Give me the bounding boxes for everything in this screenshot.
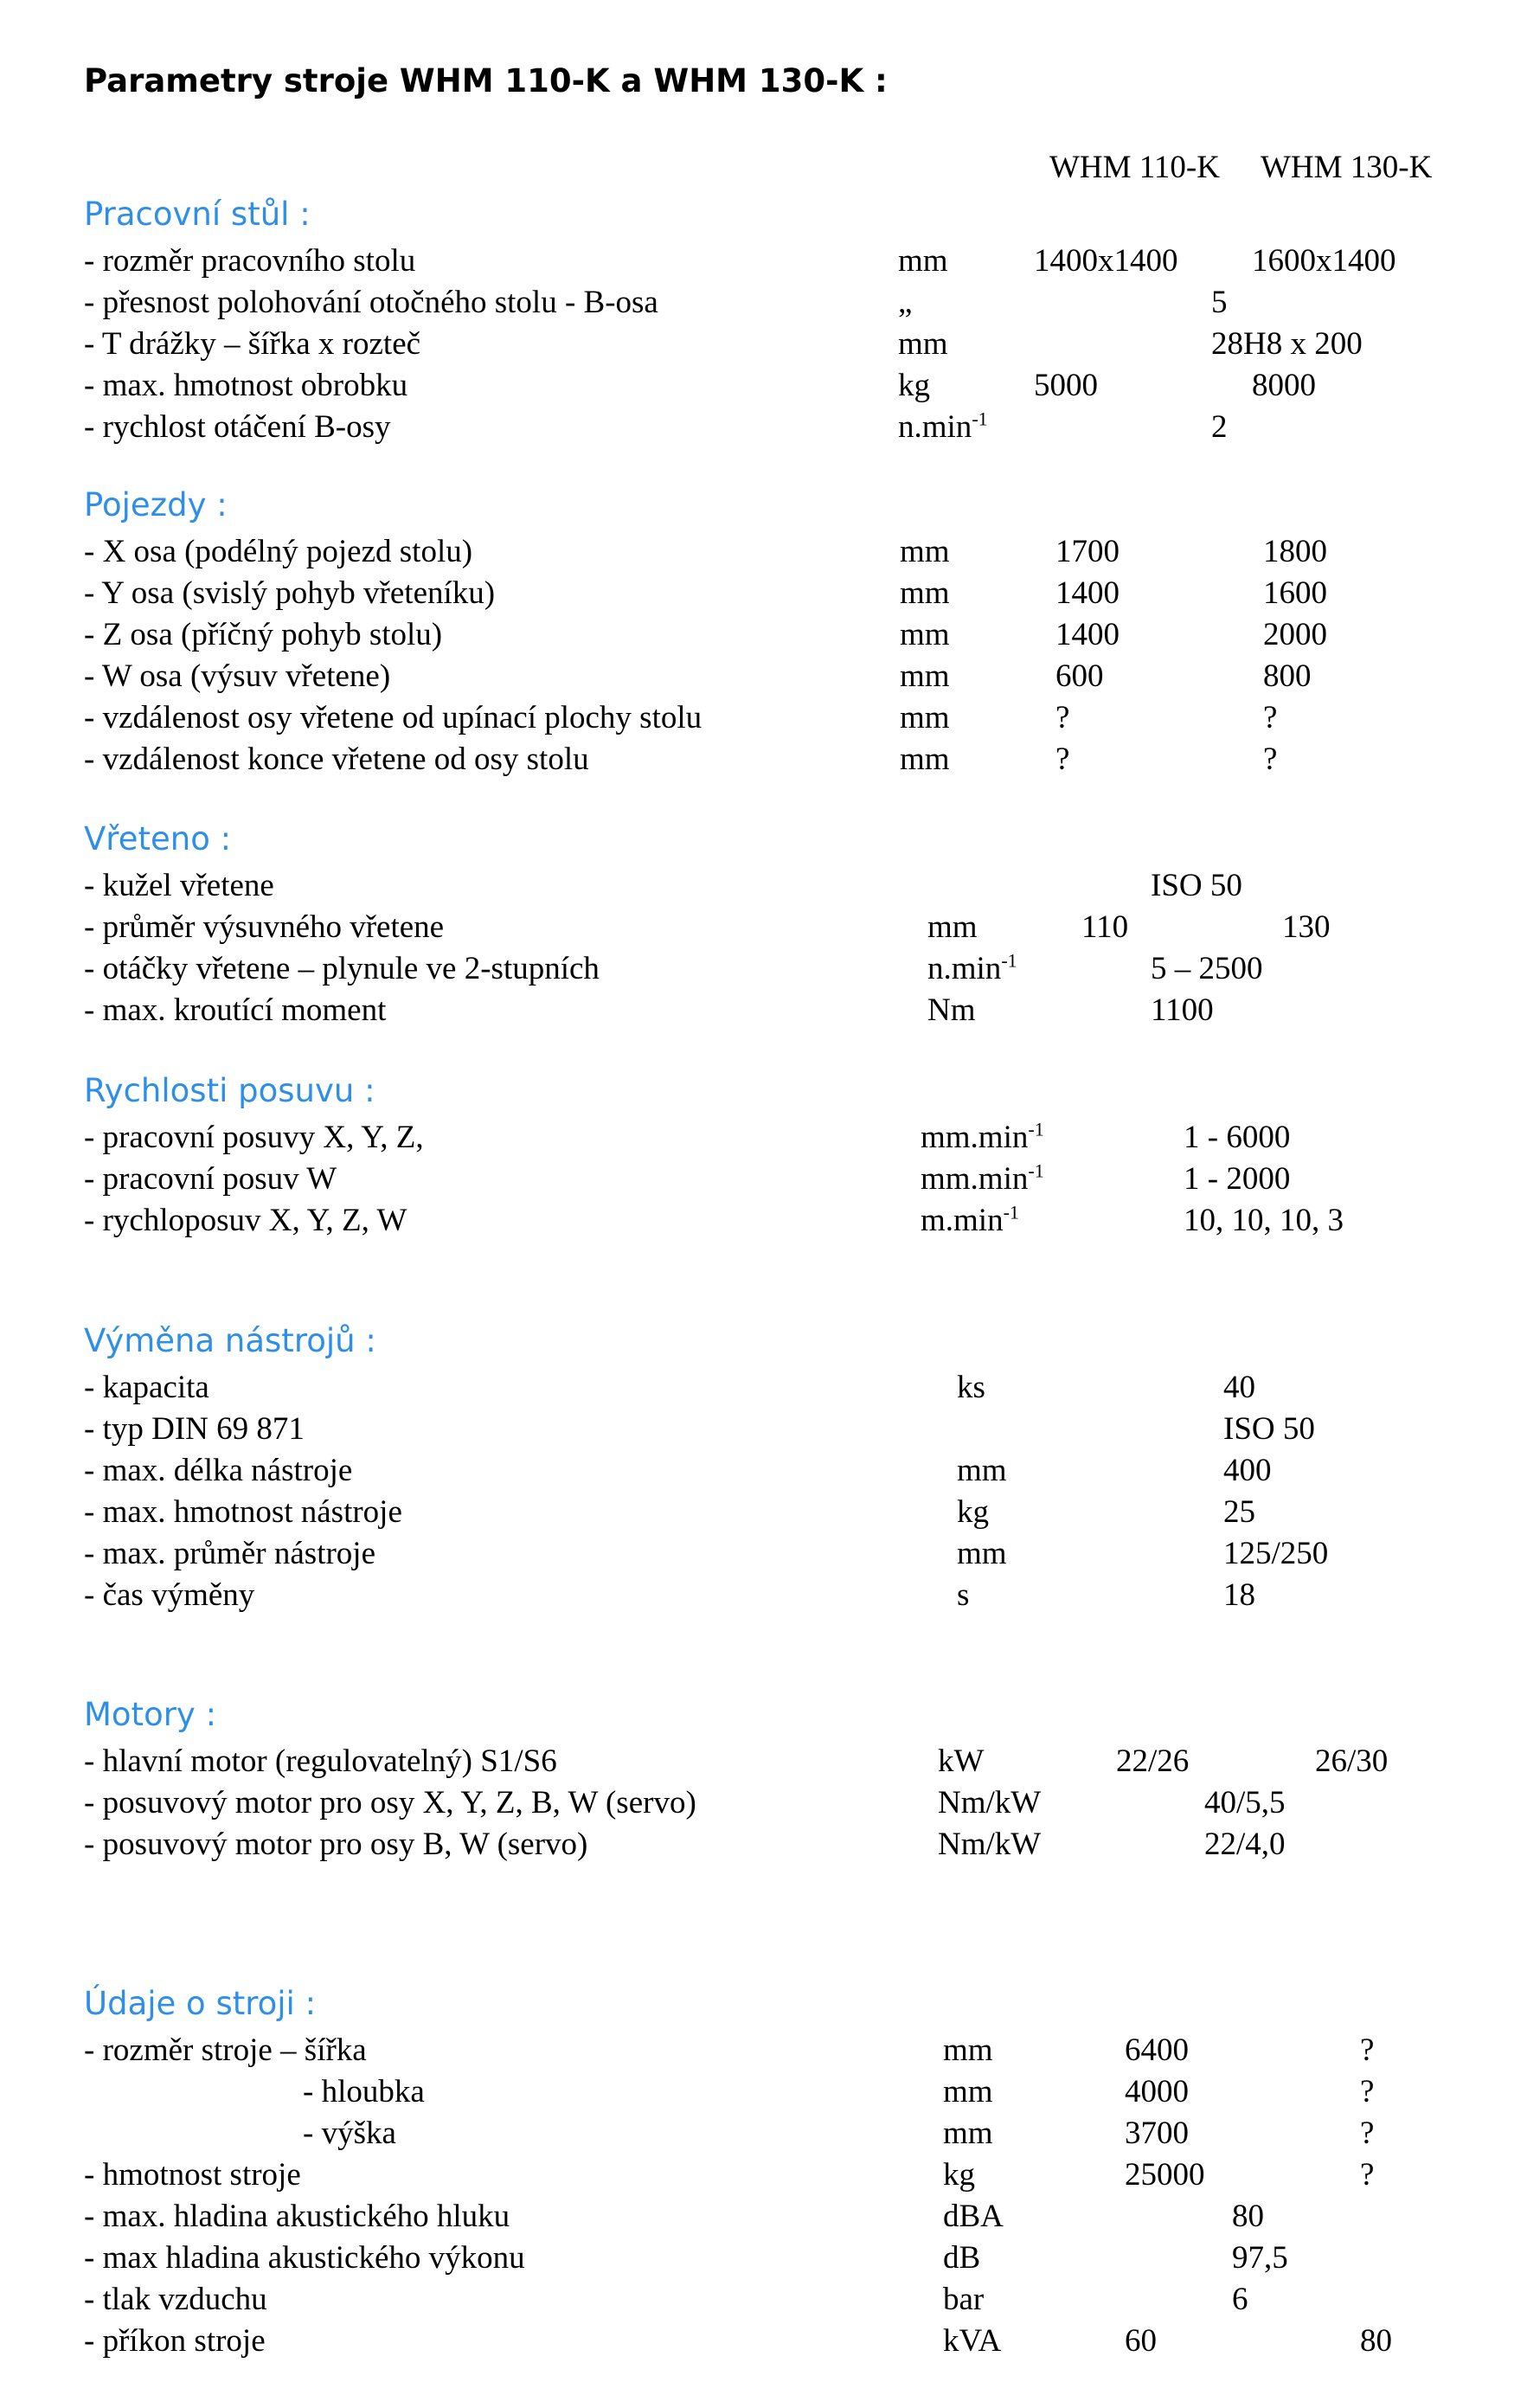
- spec-unit: dBA: [943, 2199, 1004, 2234]
- spec-value-shared: 6: [1232, 2282, 1248, 2317]
- spec-label: - posuvový motor pro osy X, Y, Z, B, W (servo): [84, 1785, 696, 1820]
- spec-label: - pracovní posuvy X, Y, Z,: [84, 1120, 424, 1155]
- section-heading-pojezdy: Pojezdy :: [84, 486, 228, 523]
- spec-label: - max. délka nástroje: [84, 1453, 353, 1488]
- spec-value-shared: 2: [1211, 409, 1228, 445]
- spec-unit: mm: [927, 909, 978, 945]
- spec-value-whm110: 600: [1055, 658, 1104, 694]
- spec-value-whm110: 1400: [1055, 617, 1120, 652]
- spec-row: [0, 2032, 1527, 2071]
- spec-row: [0, 367, 1527, 407]
- spec-row: [0, 1410, 1527, 1450]
- spec-value-shared: 28H8 x 200: [1211, 326, 1363, 362]
- column-header-whm130: WHM 130-K: [1261, 150, 1433, 185]
- spec-label: - typ DIN 69 871: [84, 1411, 305, 1447]
- spec-value-shared: 1 - 6000: [1184, 1120, 1291, 1155]
- spec-unit: $n.\min^{-1}$: [898, 408, 988, 445]
- spec-value-whm110: 110: [1081, 909, 1129, 945]
- spec-value-shared: 10, 10, 10, 3: [1184, 1203, 1344, 1238]
- spec-row: [0, 1576, 1527, 1616]
- spec-label: - posuvový motor pro osy B, W (servo): [84, 1827, 588, 1862]
- spec-row: [0, 533, 1527, 573]
- spec-unit: mm: [957, 1453, 1007, 1488]
- spec-row: [0, 408, 1527, 448]
- spec-value-whm130: 26/30: [1315, 1743, 1389, 1779]
- spec-value-shared: 5: [1211, 285, 1228, 320]
- spec-value-whm130: 130: [1282, 909, 1331, 945]
- spec-unit: mm: [943, 2074, 993, 2109]
- spec-label: - vzdálenost konce vřetene od osy stolu: [84, 742, 589, 777]
- spec-label: - rychloposuv X, Y, Z, W: [84, 1203, 407, 1238]
- spec-value-whm110: 25000: [1125, 2157, 1205, 2193]
- unit-exponent: -1: [1001, 949, 1017, 972]
- spec-row: [0, 2322, 1527, 2362]
- spec-value-whm130: 8000: [1252, 368, 1316, 403]
- spec-label: - tlak vzduchu: [84, 2282, 267, 2317]
- spec-value-shared: 40: [1223, 1370, 1255, 1405]
- spec-row: [0, 2115, 1527, 2154]
- spec-value-whm110: 1700: [1055, 534, 1120, 569]
- spec-unit: ks: [957, 1370, 985, 1405]
- spec-row: [0, 1535, 1527, 1575]
- spec-unit: mm: [900, 534, 950, 569]
- spec-label: - max. hmotnost nástroje: [84, 1494, 402, 1530]
- spec-value-shared: 125/250: [1223, 1536, 1329, 1571]
- spec-row: [0, 1119, 1527, 1159]
- spec-label: - T drážky – šířka x rozteč: [84, 326, 421, 362]
- spec-unit: kg: [898, 368, 930, 403]
- spec-value-whm130: ?: [1360, 2157, 1375, 2193]
- spec-row: [0, 867, 1527, 907]
- spec-row: [0, 575, 1527, 614]
- section-heading-udaje-o-stroji: Údaje o stroji :: [84, 1985, 317, 2022]
- spec-label: - kapacita: [84, 1370, 209, 1405]
- spec-value-shared: 400: [1223, 1453, 1272, 1488]
- spec-label: - průměr výsuvného vřetene: [84, 909, 445, 945]
- section-heading-vreteno: Vřeteno :: [84, 820, 232, 857]
- spec-row: [0, 1369, 1527, 1409]
- spec-row: [0, 909, 1527, 948]
- spec-unit: Nm/kW: [938, 1827, 1042, 1862]
- spec-row: [0, 2281, 1527, 2321]
- spec-label: - pracovní posuv W: [84, 1161, 337, 1197]
- spec-row: [0, 992, 1527, 1031]
- spec-value-shared: 5 – 2500: [1151, 951, 1263, 986]
- spec-unit: mm: [898, 326, 948, 362]
- spec-row: [0, 950, 1527, 990]
- column-header-whm110: WHM 110-K: [1049, 150, 1220, 185]
- section-heading-rychlosti-posuvu: Rychlosti posuvu :: [84, 1072, 375, 1109]
- spec-unit: mm: [900, 658, 950, 694]
- spec-value-whm130: ?: [1360, 2074, 1375, 2109]
- spec-label: - čas výměny: [84, 1577, 255, 1613]
- spec-value-whm130: ?: [1360, 2032, 1375, 2068]
- spec-unit: $mm.\min^{-1}$: [921, 1159, 1044, 1197]
- spec-unit: kg: [957, 1494, 989, 1530]
- spec-unit: mm: [943, 2116, 993, 2151]
- spec-unit: mm: [957, 1536, 1007, 1571]
- spec-value-shared: 97,5: [1232, 2240, 1288, 2276]
- spec-unit: mm: [900, 742, 950, 777]
- spec-value-whm130: ?: [1360, 2116, 1375, 2151]
- unit-exponent: -1: [972, 408, 988, 430]
- spec-value-whm110: 5000: [1034, 368, 1098, 403]
- spec-label: - Z osa (příčný pohyb stolu): [84, 617, 443, 652]
- spec-label: - hloubka: [303, 2074, 425, 2109]
- spec-label: - max. kroutící moment: [84, 992, 387, 1028]
- section-heading-vymena-nastroju: Výměna nástrojů :: [84, 1322, 376, 1359]
- unit-exponent: -1: [1028, 1118, 1044, 1140]
- spec-row: [0, 2198, 1527, 2238]
- spec-value-whm110: ?: [1055, 700, 1070, 735]
- spec-label: - X osa (podélný pojezd stolu): [84, 534, 473, 569]
- spec-unit: mm: [898, 243, 948, 279]
- spec-row: [0, 1784, 1527, 1824]
- spec-unit: „: [898, 285, 913, 320]
- spec-value-shared: ISO 50: [1151, 868, 1242, 903]
- spec-unit: $n.\min^{-1}$: [927, 949, 1017, 986]
- spec-label: - max. hladina akustického hluku: [84, 2199, 510, 2234]
- spec-label: - max. průměr nástroje: [84, 1536, 375, 1571]
- spec-row: [0, 2156, 1527, 2196]
- unit-exponent: -1: [1003, 1201, 1019, 1223]
- spec-row: [0, 741, 1527, 780]
- spec-value-shared: 1100: [1151, 992, 1214, 1028]
- spec-value-whm110: 1400x1400: [1034, 243, 1178, 279]
- unit-exponent: -1: [1028, 1159, 1044, 1182]
- spec-row: [0, 325, 1527, 365]
- spec-value-shared: 25: [1223, 1494, 1255, 1530]
- spec-value-whm110: ?: [1055, 742, 1070, 777]
- spec-label: - Y osa (svislý pohyb vřeteníku): [84, 575, 496, 611]
- spec-unit: dB: [943, 2240, 981, 2276]
- spec-value-whm130: 1800: [1263, 534, 1327, 569]
- spec-row: [0, 616, 1527, 656]
- spec-row: [0, 1493, 1527, 1533]
- spec-value-whm110: 22/26: [1116, 1743, 1190, 1779]
- spec-value-shared: 80: [1232, 2199, 1264, 2234]
- spec-unit: mm: [900, 700, 950, 735]
- spec-value-whm110: 3700: [1125, 2116, 1189, 2151]
- spec-unit: kW: [938, 1743, 985, 1779]
- spec-value-whm110: 60: [1125, 2323, 1157, 2359]
- spec-value-whm130: 1600x1400: [1252, 243, 1396, 279]
- spec-row: [0, 242, 1527, 282]
- spec-label: - max hladina akustického výkonu: [84, 2240, 525, 2276]
- spec-label: - výška: [303, 2116, 396, 2151]
- spec-row: [0, 1826, 1527, 1865]
- spec-value-whm130: 1600: [1263, 575, 1327, 611]
- spec-row: [0, 1743, 1527, 1782]
- spec-value-shared: 22/4,0: [1204, 1827, 1286, 1862]
- spec-value-shared: 18: [1223, 1577, 1255, 1613]
- spec-value-whm110: 1400: [1055, 575, 1120, 611]
- spec-row: [0, 284, 1527, 324]
- spec-unit: mm: [900, 617, 950, 652]
- spec-unit: s: [957, 1577, 970, 1613]
- spec-unit: Nm/kW: [938, 1785, 1042, 1820]
- spec-value-shared: 1 - 2000: [1184, 1161, 1291, 1197]
- spec-label: - vzdálenost osy vřetene od upínací plochy stolu: [84, 700, 703, 735]
- spec-label: - přesnost polohování otočného stolu - B-osa: [84, 285, 658, 320]
- spec-label: - hlavní motor (regulovatelný) S1/S6: [84, 1743, 557, 1779]
- spec-unit: kg: [943, 2157, 975, 2193]
- spec-value-whm130: 2000: [1263, 617, 1327, 652]
- spec-value-shared: 40/5,5: [1204, 1785, 1286, 1820]
- section-heading-motory: Motory :: [84, 1696, 217, 1733]
- spec-value-whm130: 800: [1263, 658, 1312, 694]
- spec-row: [0, 1160, 1527, 1200]
- spec-value-whm130: ?: [1263, 700, 1278, 735]
- spec-row: [0, 699, 1527, 739]
- page-title: Parametry stroje WHM 110-K a WHM 130-K :: [84, 62, 888, 100]
- spec-row: [0, 2239, 1527, 2279]
- spec-value-whm130: ?: [1263, 742, 1278, 777]
- spec-label: - rychlost otáčení B-osy: [84, 409, 391, 445]
- spec-value-whm110: 6400: [1125, 2032, 1189, 2068]
- spec-value-whm110: 4000: [1125, 2074, 1189, 2109]
- section-heading-pracovni-stul: Pracovní stůl :: [84, 196, 311, 233]
- spec-unit: bar: [943, 2282, 985, 2317]
- spec-label: - hmotnost stroje: [84, 2157, 301, 2193]
- spec-label: - rozměr stroje – šířka: [84, 2032, 367, 2068]
- spec-unit: $mm.\min^{-1}$: [921, 1118, 1044, 1155]
- spec-label: - otáčky vřetene – plynule ve 2-stupních: [84, 951, 600, 986]
- spec-row: [0, 1202, 1527, 1242]
- spec-row: [0, 2073, 1527, 2113]
- spec-unit: kVA: [943, 2323, 1002, 2359]
- spec-label: - max. hmotnost obrobku: [84, 368, 408, 403]
- spec-value-shared: ISO 50: [1223, 1411, 1315, 1447]
- spec-unit: Nm: [927, 992, 976, 1028]
- spec-unit: mm: [943, 2032, 993, 2068]
- spec-row: [0, 658, 1527, 697]
- spec-row: [0, 1452, 1527, 1492]
- spec-label: - rozměr pracovního stolu: [84, 243, 416, 279]
- spec-unit: mm: [900, 575, 950, 611]
- spec-label: - kužel vřetene: [84, 868, 274, 903]
- spec-value-whm130: 80: [1360, 2323, 1392, 2359]
- spec-unit: $m.\min^{-1}$: [921, 1201, 1019, 1238]
- spec-label: - W osa (výsuv vřetene): [84, 658, 391, 694]
- spec-label: - příkon stroje: [84, 2323, 266, 2359]
